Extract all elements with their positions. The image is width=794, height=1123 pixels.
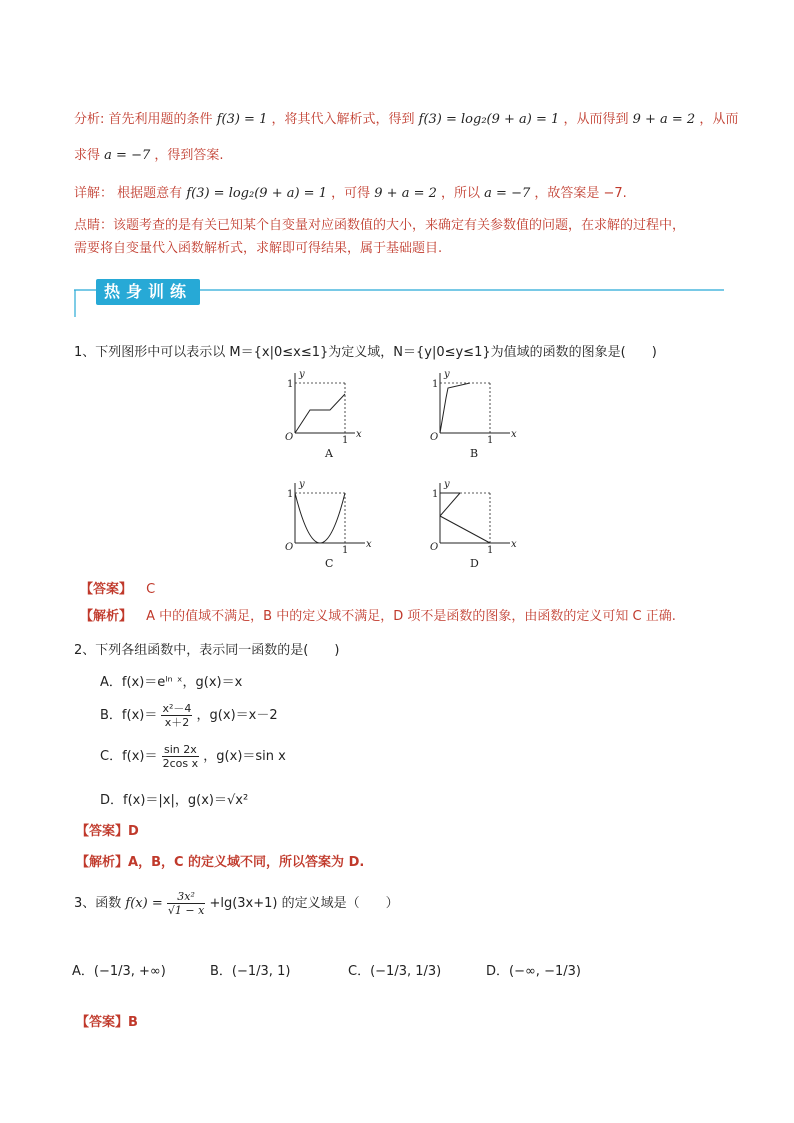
q2-option-b: B．f(x)＝ $\frac{\text{x²－4}}{x+2}$ ，g(x)＝x－2 — [100, 702, 278, 729]
graph-d-origin: O — [430, 542, 439, 553]
q3-option-d: D．(−∞, −1/3) — [486, 964, 581, 979]
graph-c-xtick: 1 — [342, 545, 349, 556]
graph-d — [430, 479, 517, 568]
graph-a-label: A — [325, 447, 333, 460]
graph-c — [285, 479, 372, 568]
q3-option-a: A．(−1/3, +∞) — [72, 964, 166, 979]
graph-a-tick: 1 — [287, 379, 294, 390]
q3-answer: 【答案】B — [76, 1015, 138, 1030]
section-banner — [74, 279, 724, 319]
graph-b-xtick: 1 — [487, 435, 494, 446]
q1-stem: 1、下列图形中可以表示以 M＝{x|0≤x≤1}为定义域，N＝{y|0≤y≤1}为值域的函数的图象是( ) — [74, 345, 657, 360]
graph-a-origin: O — [285, 432, 294, 443]
detail-label: 详解： — [74, 186, 114, 201]
graph-b-y: y — [444, 369, 450, 380]
q3-option-b: B．(−1/3, 1) — [210, 964, 291, 979]
q2-b-fraction: $\frac{\text{x²－4}}{x+2}$ — [162, 702, 192, 729]
q3-option-c: C．(−1/3, 1/3) — [348, 964, 442, 979]
graph-d-label: D — [470, 557, 479, 568]
section-title: 热身训练 — [96, 279, 200, 305]
q2-c-fraction: $\frac{\sin 2x}{\text{2cos x}}$ — [162, 743, 199, 770]
note-label: 点睛： — [74, 218, 114, 233]
graph-a-y: y — [299, 369, 305, 380]
q2-option-a: A．f(x)＝eˡⁿ ˣ，g(x)＝x — [100, 675, 243, 690]
q2-option-c: C．f(x)＝ $\frac{\sin 2x}{\text{2cos x}}$ ，g(x)＝sin x — [100, 743, 286, 770]
graph-d-tick: 1 — [432, 489, 439, 500]
graph-c-y: y — [299, 479, 305, 490]
graph-c-origin: O — [285, 542, 294, 553]
analysis-line-2: 求得 a = −7 ，得到答案. — [74, 148, 224, 163]
graph-a-xtick: 1 — [342, 435, 349, 446]
q1-explain: 【解析】 A 中的值域不满足，B 中的定义域不满足，D 项不是函数的图象，由函数的定义可知 C 正确. — [80, 609, 676, 624]
graph-d-y: y — [444, 479, 450, 490]
analysis-label: 分析: — [74, 112, 105, 127]
graph-b-tick: 1 — [432, 379, 439, 390]
q3-stem: 3、函数 f(x) = $\frac{\text{3x²}}{√1 - x}$ +lg(3x+1) 的定义域是（ ） — [74, 890, 399, 917]
graph-c-tick: 1 — [287, 489, 294, 500]
q1-answer: 【答案】 C — [80, 582, 156, 597]
graph-b-x: x — [511, 429, 517, 440]
graph-a-x: x — [356, 429, 362, 440]
q2-option-d: D．f(x)＝|x|，g(x)＝√x² — [100, 793, 249, 808]
analysis-line-1: 分析: 首先利用题的条件 f(3) = 1 ，将其代入解析式，得到 f(3) = log₂(9 + a) = 1 ，从而得到 9 + a = 2 ，从而 — [74, 112, 739, 127]
detail-line: 详解： 根据题意有 f(3) = log₂(9 + a) = 1 ，可得 9 + a = 2 ，所以 a = −7 ，故答案是 −7. — [74, 186, 627, 201]
q2-answer: 【答案】D — [76, 824, 139, 839]
q2-explain: 【解析】A，B，C 的定义域不同，所以答案为 D. — [76, 855, 365, 870]
graph-b-label: B — [470, 447, 479, 460]
q1-graphs — [280, 368, 520, 568]
graph-b-origin: O — [430, 432, 439, 443]
graph-a — [285, 369, 362, 460]
graph-d-xtick: 1 — [487, 545, 494, 556]
q2-stem: 2、下列各组函数中，表示同一函数的是( ) — [74, 643, 340, 658]
q3-fraction: $\frac{\text{3x²}}{√1 - x}$ — [167, 890, 205, 917]
graph-b — [430, 369, 517, 460]
graph-c-label: C — [325, 557, 334, 568]
note-line-2: 需要将自变量代入函数解析式，求解即可得结果，属于基础题目. — [74, 241, 443, 256]
note-line-1: 点睛：该题考查的是有关已知某个自变量对应函数值的大小，来确定有关参数值的问题，在求解的过程中， — [74, 218, 686, 233]
graph-d-x: x — [511, 539, 517, 550]
graph-c-x: x — [366, 539, 372, 550]
